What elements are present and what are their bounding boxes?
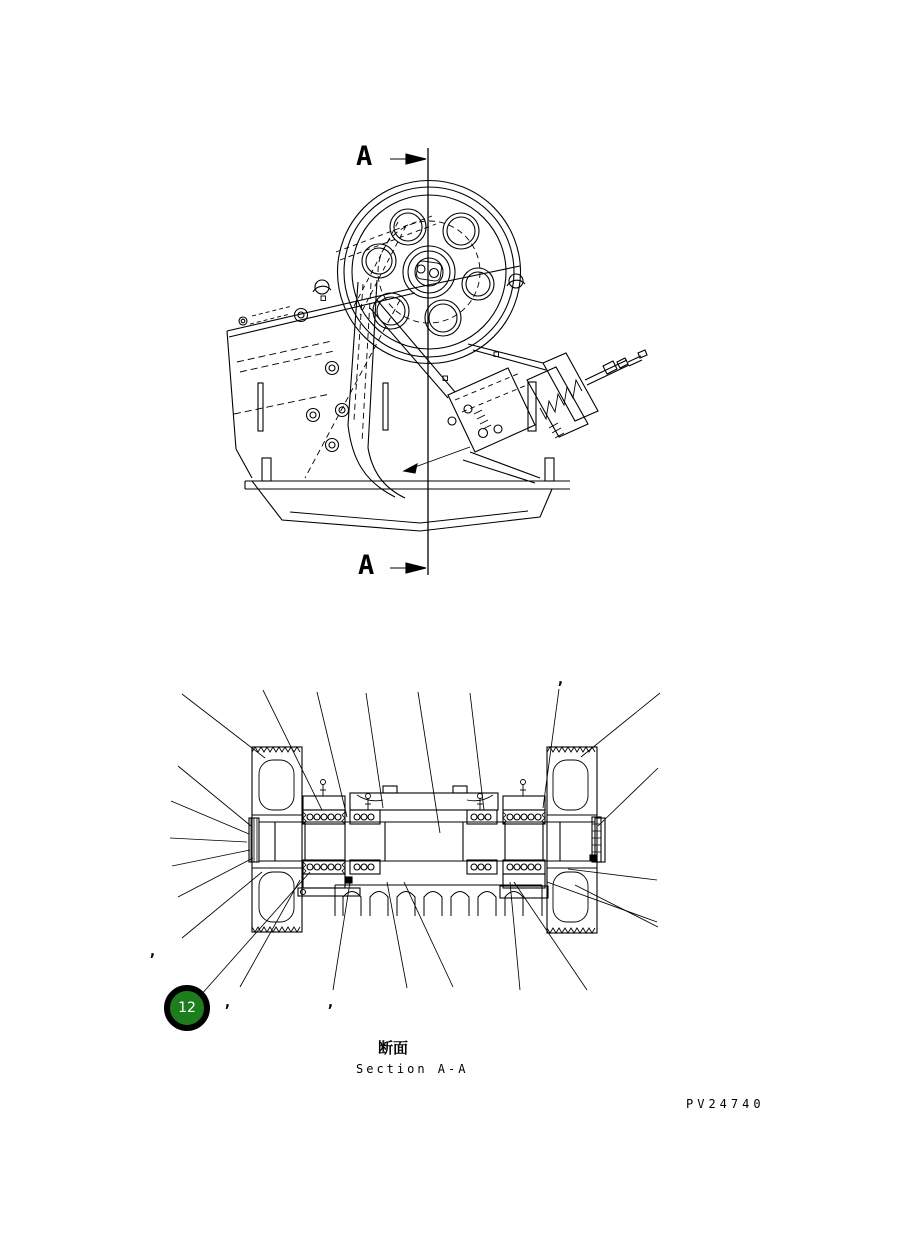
front-view-drawing bbox=[227, 148, 647, 575]
part-callout-12[interactable] bbox=[164, 985, 210, 1031]
stray-mark-bottom-mid: , bbox=[326, 993, 336, 1011]
leader-lines bbox=[170, 689, 660, 996]
section-label-a-top: A bbox=[356, 141, 373, 172]
section-arrow-top-icon bbox=[406, 154, 426, 164]
drawing-number: PV24740 bbox=[686, 1097, 765, 1111]
section-arrow-bottom-icon bbox=[406, 563, 426, 573]
section-label-a-bottom: A bbox=[358, 550, 375, 581]
crusher-frame bbox=[227, 266, 570, 531]
right-flywheel-section bbox=[547, 747, 601, 933]
frame-bolts bbox=[239, 309, 349, 452]
grease-fittings bbox=[320, 780, 526, 811]
stray-mark-top-right: , bbox=[556, 670, 566, 688]
spring-coil bbox=[540, 380, 582, 419]
section-view-drawing bbox=[170, 689, 660, 996]
section-caption-en: Section A-A bbox=[356, 1062, 469, 1076]
toggle-spring-mechanism bbox=[448, 344, 647, 483]
stray-mark-left: , bbox=[148, 942, 158, 960]
main-shaft-section bbox=[249, 818, 595, 883]
section-caption-local: 断面 bbox=[377, 1039, 408, 1057]
pitman-hub-section bbox=[350, 786, 498, 810]
part-callout-number: 12 bbox=[178, 1000, 196, 1016]
stray-mark-bottom-left: , bbox=[223, 993, 233, 1011]
